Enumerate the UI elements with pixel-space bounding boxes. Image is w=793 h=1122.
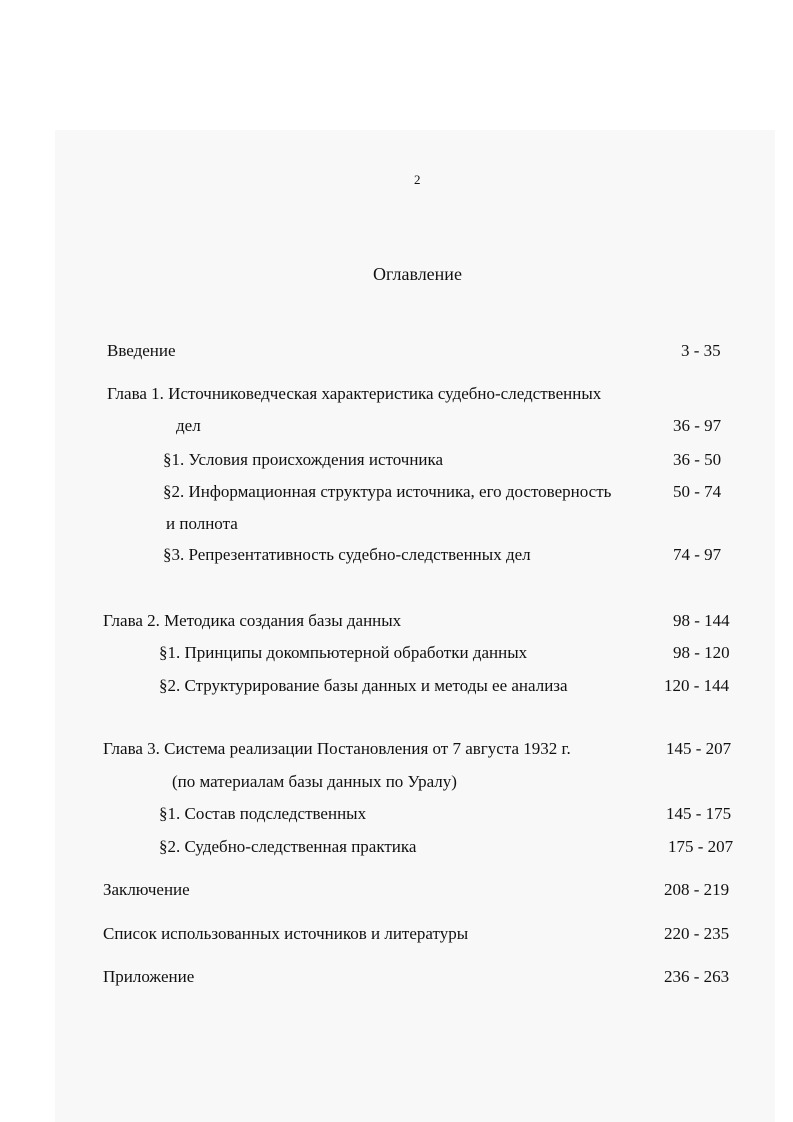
page-number: 2	[414, 172, 421, 187]
toc-entry-pages: 36 - 50	[673, 450, 722, 469]
toc-chapter-label-continued: дел	[176, 416, 201, 435]
toc-title: Оглавление	[373, 264, 462, 284]
toc-section-label: §1. Условия происхождения источника	[163, 450, 444, 469]
toc-entry-pages: 3 - 35	[681, 341, 721, 360]
toc-entry-pages: 50 - 74	[673, 482, 722, 501]
toc-section-label-continued: и полнота	[166, 514, 238, 533]
toc-entry-pages: 236 - 263	[664, 967, 730, 986]
toc-entry-pages: 175 - 207	[668, 837, 734, 856]
toc-section-label: §1. Состав подследственных	[159, 804, 367, 823]
toc-entry-label: Приложение	[103, 967, 195, 986]
toc-entry-label: Список использованных источников и литературы	[103, 924, 469, 943]
toc-entry-pages: 98 - 144	[673, 611, 730, 630]
toc-chapter-label-continued: (по материалам базы данных по Уралу)	[172, 772, 457, 791]
toc-entry-pages: 120 - 144	[664, 676, 730, 695]
toc-section-label: §3. Репрезентативность судебно-следственных дел	[163, 545, 531, 564]
toc-entry-pages: 98 - 120	[673, 643, 730, 662]
toc-chapter-label: Глава 2. Методика создания базы данных	[103, 611, 402, 630]
toc-section-label: §1. Принципы докомпьютерной обработки данных	[159, 643, 528, 662]
toc-entry-pages: 145 - 175	[666, 804, 732, 823]
toc-entry-pages: 208 - 219	[664, 880, 730, 899]
toc-entry-pages: 74 - 97	[673, 545, 722, 564]
toc-chapter-label: Глава 3. Система реализации Постановления от 7 августа 1932 г.	[103, 739, 571, 758]
toc-entry-label: Введение	[107, 341, 176, 360]
toc-entry-pages: 145 - 207	[666, 739, 732, 758]
toc-section-label: §2. Структурирование базы данных и методы ее анализа	[159, 676, 568, 695]
toc-section-label: §2. Судебно-следственная практика	[159, 837, 417, 856]
toc-entry-pages: 220 - 235	[664, 924, 730, 943]
toc-chapter-label: Глава 1. Источниковедческая характеристика судебно-следственных	[107, 384, 602, 403]
toc-section-label: §2. Информационная структура источника, его достоверность	[163, 482, 612, 501]
toc-entry-label: Заключение	[103, 880, 190, 899]
toc-entry-pages: 36 - 97	[673, 416, 722, 435]
